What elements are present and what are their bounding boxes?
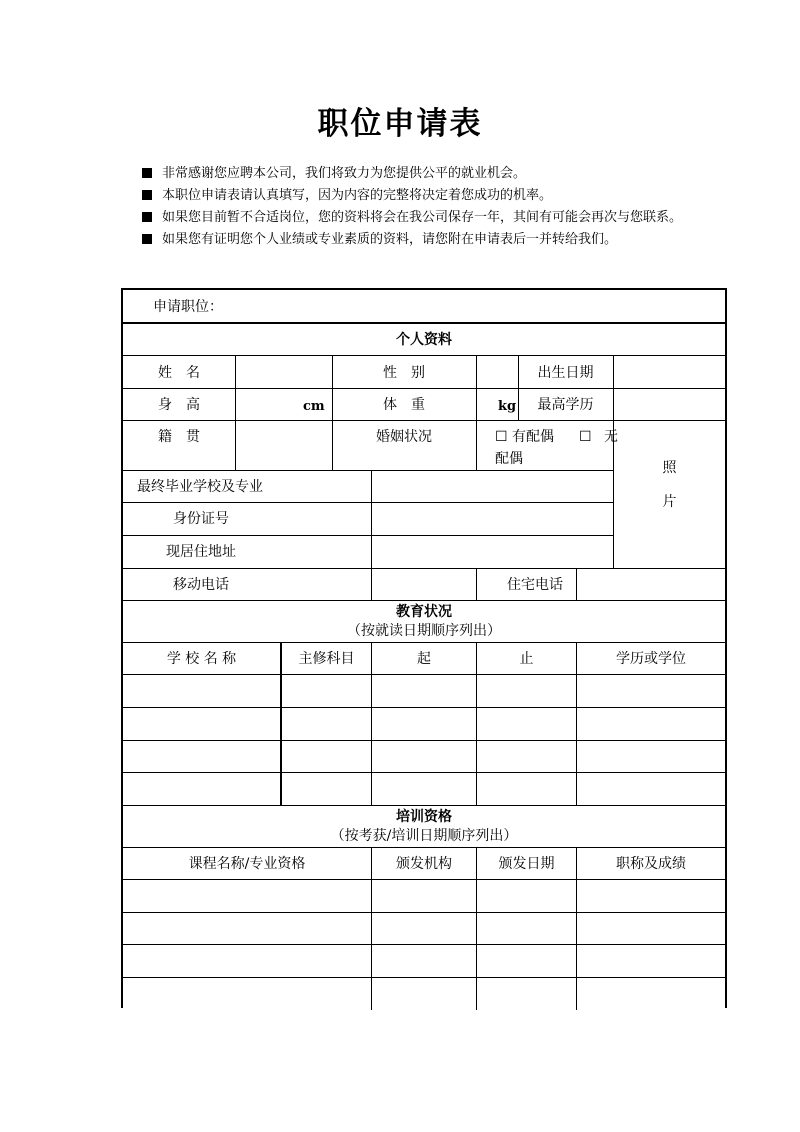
graduation-school-label: 最终毕业学校及专业 <box>137 479 263 495</box>
education-row[interactable] <box>123 675 725 707</box>
height-label: 身 高 <box>158 397 200 413</box>
origin-field[interactable] <box>236 421 332 470</box>
instruction-item: 本职位申请表请认真填写，因为内容的完整将决定着您成功的机率。 <box>142 185 682 207</box>
edu-col-school: 学 校 名 称 <box>166 651 237 667</box>
graduation-school-field[interactable] <box>372 471 613 502</box>
page-title: 职位申请表 <box>317 106 483 142</box>
origin-label: 籍 贯 <box>158 429 200 445</box>
edu-col-degree: 学历或学位 <box>616 651 686 667</box>
education-level-field[interactable] <box>614 389 725 420</box>
education-level-label: 最高学历 <box>537 397 594 413</box>
row-divider <box>123 600 725 601</box>
unmarried-option-wrap: 配偶 <box>495 451 523 467</box>
married-option[interactable]: ☐ 有配偶 <box>495 429 555 445</box>
photo-label-2: 片 <box>662 494 677 510</box>
personal-section-header: 个人资料 <box>396 332 452 348</box>
training-col-date: 颁发日期 <box>498 856 555 872</box>
birth-date-label: 出生日期 <box>537 364 594 381</box>
training-row[interactable] <box>123 880 725 912</box>
home-phone-field[interactable] <box>577 569 725 600</box>
square-bullet-icon <box>142 190 152 200</box>
training-row[interactable] <box>123 913 725 944</box>
training-row[interactable] <box>123 978 725 1010</box>
instructions-list <box>142 163 682 251</box>
education-section-header: 教育状况 <box>396 604 452 620</box>
photo-label-1: 照 <box>662 460 677 476</box>
address-field[interactable] <box>372 536 613 568</box>
photo-box[interactable] <box>614 421 725 568</box>
education-row[interactable] <box>123 773 725 805</box>
height-unit: cm <box>303 399 325 414</box>
address-label: 现居住地址 <box>166 544 236 560</box>
gender-label: 性 别 <box>383 364 425 381</box>
training-col-issuer: 颁发机构 <box>396 856 452 872</box>
instruction-item: 非常感谢您应聘本公司，我们将致力为您提供公平的就业机会。 <box>142 163 682 185</box>
id-number-label: 身份证号 <box>173 511 229 527</box>
square-bullet-icon <box>142 168 152 178</box>
marital-status-label: 婚姻状况 <box>376 429 432 445</box>
mobile-phone-field[interactable] <box>372 569 476 600</box>
instruction-item: 如果您目前暂不合适岗位，您的资料将会在我公司保存一年，其间有可能会再次与您联系。 <box>142 207 682 229</box>
education-section-subheader: （按就读日期顺序列出） <box>347 623 501 639</box>
weight-label: 体 重 <box>383 397 425 413</box>
gender-field[interactable] <box>477 356 518 388</box>
name-label: 姓 名 <box>158 364 200 381</box>
instruction-item: 如果您有证明您个人业绩或专业素质的资料，请您附在申请表后一并转给我们。 <box>142 229 682 251</box>
training-col-course: 课程名称/专业资格 <box>188 856 306 872</box>
training-section-header: 培训资格 <box>396 809 452 825</box>
edu-col-major: 主修科目 <box>298 651 355 667</box>
training-row[interactable] <box>123 945 725 977</box>
application-form <box>121 288 727 1008</box>
square-bullet-icon <box>142 234 152 244</box>
education-row[interactable] <box>123 708 725 740</box>
weight-unit: kg <box>498 399 517 414</box>
training-section-subheader: （按考获/培训日期顺序列出） <box>330 828 518 844</box>
unmarried-option[interactable]: ☐ 无 <box>579 429 619 445</box>
birth-date-field[interactable] <box>614 356 725 388</box>
mobile-phone-label: 移动电话 <box>173 577 229 593</box>
row-divider <box>123 805 725 806</box>
checkbox-icon[interactable]: ☐ <box>579 429 592 445</box>
position-label: 申请职位： <box>153 299 223 315</box>
square-bullet-icon <box>142 212 152 222</box>
edu-col-start: 起 <box>417 651 431 667</box>
education-row[interactable] <box>123 741 725 772</box>
checkbox-icon[interactable]: ☐ <box>495 429 508 445</box>
id-number-field[interactable] <box>372 503 613 535</box>
home-phone-label: 住宅电话 <box>507 577 563 593</box>
col-divider <box>476 568 477 600</box>
training-col-title-score: 职称及成绩 <box>616 856 686 872</box>
edu-col-end: 止 <box>519 651 534 667</box>
